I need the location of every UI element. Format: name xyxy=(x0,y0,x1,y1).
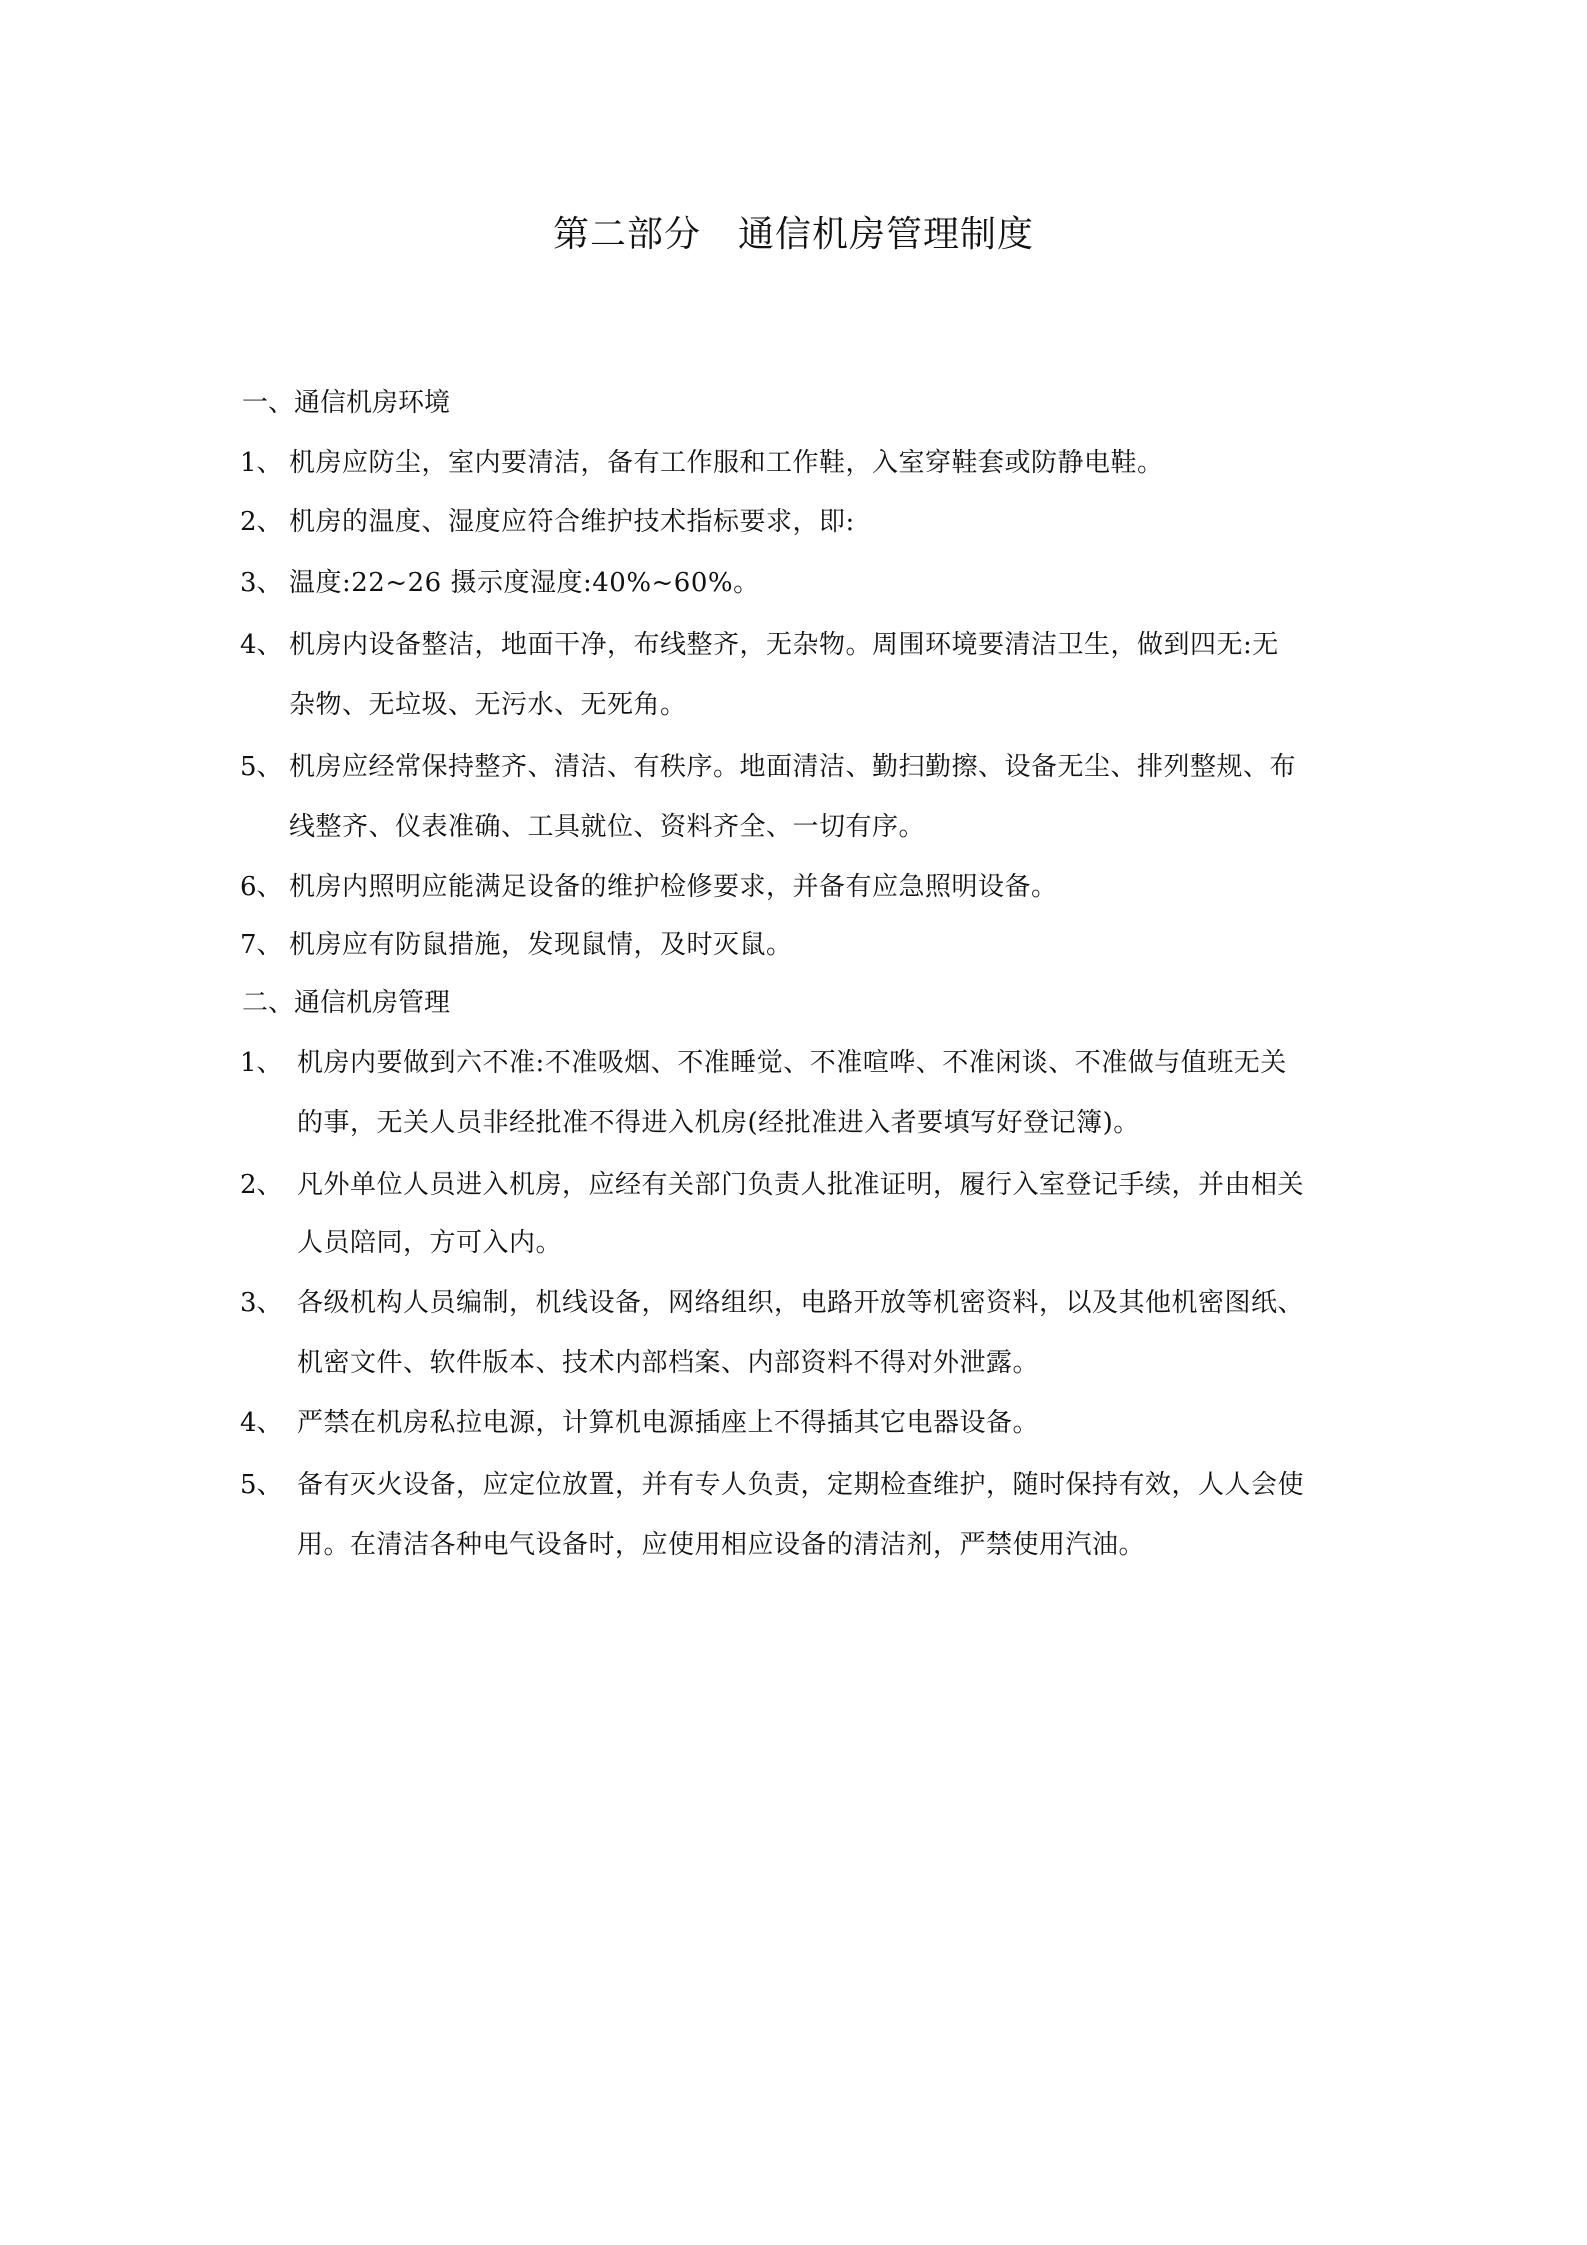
item-number: 4、 xyxy=(240,630,283,660)
item-text: 凡外单位人员进入机房，应经有关部门负责人批准证明，履行入室登记手续，并由相关 xyxy=(297,1170,1305,1200)
item-text: 机房的温度、湿度应符合维护技术指标要求，即: xyxy=(289,507,855,537)
item-number: 4、 xyxy=(240,1408,283,1438)
page-title: 第二部分 通信机房管理制度 xyxy=(552,214,1034,255)
item-text-continued: 用。在清洁各种电气设备时，应使用相应设备的清洁剂，严禁使用汽油。 xyxy=(297,1530,1146,1560)
item-text: 各级机构人员编制，机线设备，网络组织，电路开放等机密资料，以及其他机密图纸、 xyxy=(297,1288,1305,1318)
item-text: 机房应经常保持整齐、清洁、有秩序。地面清洁、勤扫勤擦、设备无尘、排列整规、布 xyxy=(289,752,1297,782)
item-number: 3、 xyxy=(240,1288,283,1318)
item-number: 2、 xyxy=(240,507,283,537)
item-number: 1、 xyxy=(240,1048,283,1078)
item-text: 机房内设备整洁，地面干净，布线整齐，无杂物。周围环境要清洁卫生，做到四无:无 xyxy=(289,630,1279,660)
item-number: 5、 xyxy=(240,752,283,782)
item-number: 6、 xyxy=(240,872,283,902)
item-text: 机房内照明应能满足设备的维护检修要求，并备有应急照明设备。 xyxy=(289,872,1058,902)
item-number: 3、 xyxy=(240,568,283,598)
item-number: 7、 xyxy=(240,930,283,960)
item-text: 机房应有防鼠措施，发现鼠情，及时灭鼠。 xyxy=(289,930,793,960)
item-text-continued: 线整齐、仪表准确、工具就位、资料齐全、一切有序。 xyxy=(289,812,926,842)
item-text-continued: 的事，无关人员非经批准不得进入机房(经批准进入者要填写好登记簿)。 xyxy=(297,1108,1140,1138)
section-heading-management: 二、通信机房管理 xyxy=(242,988,451,1018)
item-text-continued: 杂物、无垃圾、无污水、无死角。 xyxy=(289,690,687,720)
section-heading-environment: 一、通信机房环境 xyxy=(242,388,451,418)
item-text: 机房内要做到六不准:不准吸烟、不准睡觉、不准喧哗、不准闲谈、不准做与值班无关 xyxy=(297,1048,1287,1078)
item-text: 严禁在机房私拉电源，计算机电源插座上不得插其它电器设备。 xyxy=(297,1408,1040,1438)
item-number: 1、 xyxy=(240,448,283,478)
item-text: 备有灭火设备，应定位放置，并有专人负责，定期检查维护，随时保持有效，人人会使 xyxy=(297,1470,1305,1500)
item-text-continued: 人员陪同，方可入内。 xyxy=(297,1228,563,1258)
item-text: 温度:22~26 摄示度湿度:40%~60%。 xyxy=(289,568,760,598)
item-number: 2、 xyxy=(240,1170,283,1200)
item-text-continued: 机密文件、软件版本、技术内部档案、内部资料不得对外泄露。 xyxy=(297,1348,1040,1378)
item-number: 5、 xyxy=(240,1470,283,1500)
item-text: 机房应防尘，室内要清洁，备有工作服和工作鞋，入室穿鞋套或防静电鞋。 xyxy=(289,448,1164,478)
